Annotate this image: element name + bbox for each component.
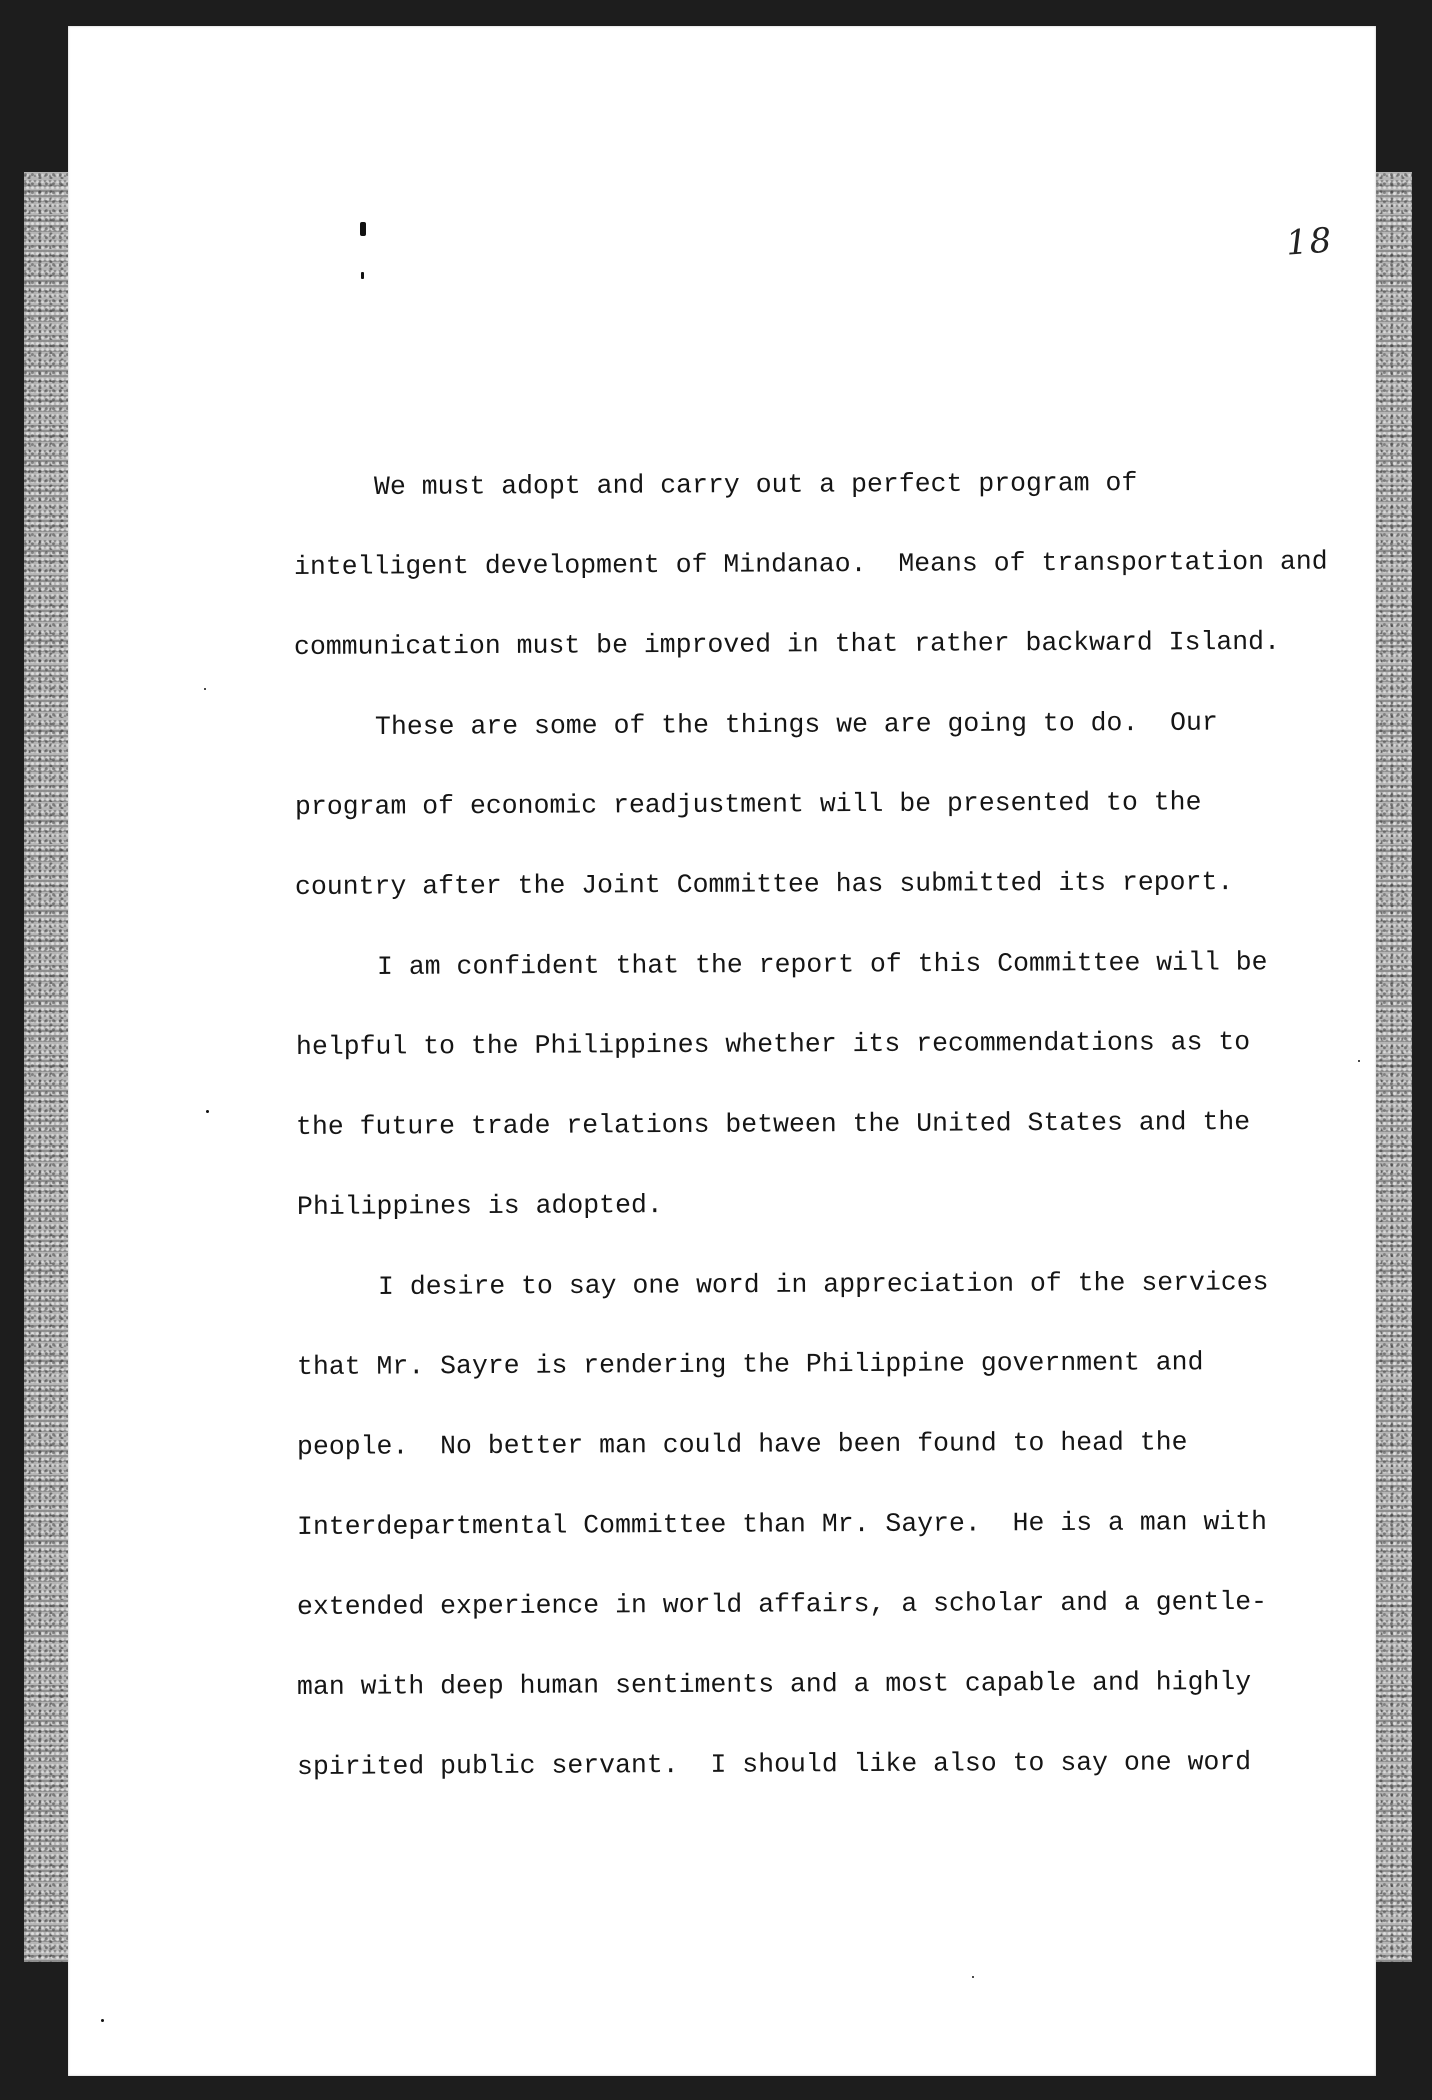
text-line: These are some of the things we are going to do. Our: [374, 707, 1218, 742]
text-line: I desire to say one word in appreciation of the services: [377, 1267, 1269, 1302]
text-line: spirited public servant. I should like also to say one word: [296, 1747, 1252, 1782]
text-line: helpful to the Philippines whether its recommendations as to: [295, 1027, 1251, 1062]
text-line: the future trade relations between the United States and the: [295, 1107, 1251, 1142]
document-page: [68, 26, 1376, 2076]
text-line: country after the Joint Committee has submitted its report.: [294, 867, 1234, 902]
text-line: Interdepartmental Committee than Mr. Sayre. He is a man with: [296, 1506, 1268, 1542]
scan-right-edge: [1376, 172, 1412, 1962]
text-line: that Mr. Sayre is rendering the Philippine government and: [296, 1347, 1204, 1382]
text-line: We must adopt and carry out a perfect program of: [373, 468, 1138, 502]
page-number: 18: [1284, 220, 1335, 264]
text-line: intelligent development of Mindanao. Means of transportation and: [293, 546, 1328, 582]
text-line: program of economic readjustment will be presented to the: [294, 787, 1202, 822]
body-text: [68, 26, 1376, 2076]
text-line: extended experience in world affairs, a scholar and a gentle-: [296, 1586, 1268, 1622]
text-line: communication must be improved in that rather backward Island.: [293, 626, 1281, 662]
text-line: Philippines is adopted.: [296, 1190, 663, 1222]
text-line: I am confident that the report of this Committee will be: [376, 947, 1268, 982]
text-line: man with deep human sentiments and a most capable and highly: [296, 1667, 1252, 1702]
scan-left-edge: [24, 172, 68, 1962]
text-line: people. No better man could have been found to head the: [296, 1427, 1188, 1462]
